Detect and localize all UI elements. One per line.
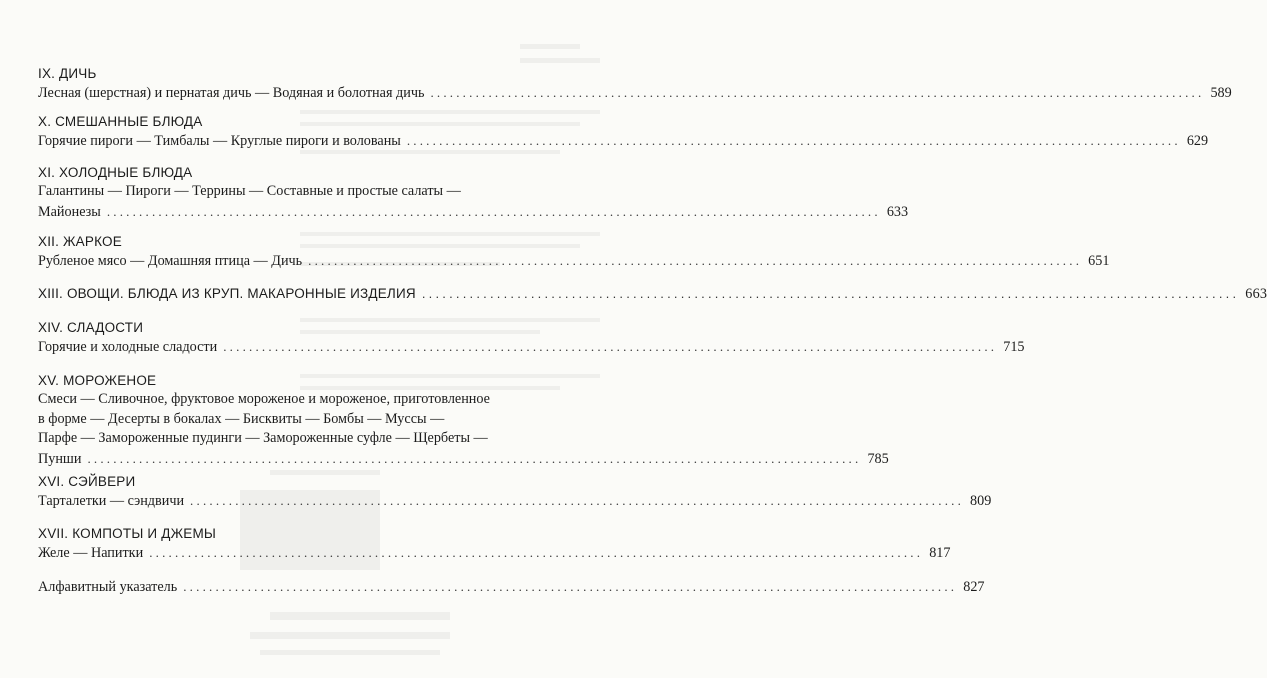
toc-chapter	[38, 319, 1025, 357]
entry-text: Алфавитный указатель	[38, 579, 178, 595]
toc-chapter	[38, 525, 951, 563]
toc-chapter	[38, 372, 889, 468]
toc-chapter	[38, 473, 992, 511]
page-number: 629	[1186, 133, 1209, 149]
page-number: 633	[886, 203, 909, 220]
dot-leader: ........................................................................................................................	[430, 85, 1205, 100]
entry-text: Лесная (шерстная) и пернатая дичь — Водяная и болотная дичь	[38, 85, 425, 101]
toc-entry-line	[38, 83, 1232, 103]
toc-entry-line	[38, 251, 1110, 271]
entry-text: Горячие и холодные сладости	[38, 339, 218, 355]
page-number: 715	[1003, 339, 1025, 355]
page-number: 589	[1210, 85, 1232, 101]
page-number: 663	[1245, 286, 1267, 302]
entry-text: Желе — Напитки	[38, 545, 144, 561]
dot-leader: ........................................................................................................................	[406, 133, 1181, 148]
dot-leader: ........................................................................................................................	[190, 493, 965, 508]
page-number: 817	[929, 545, 951, 561]
page-number: 785	[867, 450, 889, 467]
entry-text: Пунши	[38, 450, 82, 467]
toc-entry-line	[38, 337, 1025, 357]
chapter-title: XVI. СЭЙВЕРИ	[38, 474, 136, 489]
page-number: 651	[1088, 253, 1110, 269]
dot-leader: ........................................................................................................................	[106, 203, 881, 219]
toc-entry-line	[38, 449, 889, 469]
entry-text: Майонезы	[38, 203, 101, 220]
toc-entry-line	[38, 577, 985, 597]
chapter-title: XV. МОРОЖЕНОЕ	[38, 373, 157, 388]
toc-entry-line	[38, 491, 992, 511]
entry-text: Рубленое мясо — Домашняя птица — Дичь	[38, 253, 303, 269]
page-number: 827	[963, 579, 985, 595]
toc-entry-text: Галантины — Пироги — Террины — Составные и простые салаты —	[38, 183, 461, 199]
chapter-title-text: XIII. ОВОЩИ. БЛЮДА ИЗ КРУП. МАКАРОННЫЕ ИЗДЕЛИЯ	[38, 286, 416, 301]
toc-chapter	[38, 113, 1209, 151]
dot-leader: ........................................................................................................................	[421, 286, 1240, 301]
chapter-title: XI. ХОЛОДНЫЕ БЛЮДА	[38, 165, 193, 180]
toc-entry-text: Парфе — Замороженные пудинги — Замороженные суфле — Щербеты —	[38, 430, 488, 446]
toc-entry-line	[38, 131, 1209, 151]
entry-text: Тарталетки — сэндвичи	[38, 493, 185, 509]
toc-chapter	[38, 233, 1110, 271]
chapter-title: XIV. СЛАДОСТИ	[38, 320, 144, 335]
toc-entry-line	[38, 543, 951, 563]
entry-text: Горячие пироги — Тимбалы — Круглые пироги и волованы	[38, 133, 401, 149]
chapter-title: IX. ДИЧЬ	[38, 66, 97, 81]
chapter-title: XII. ЖАРКОЕ	[38, 234, 122, 249]
dot-leader: ........................................................................................................................	[223, 339, 998, 354]
chapter-title: XVII. КОМПОТЫ И ДЖЕМЫ	[38, 526, 217, 541]
toc-chapter	[38, 285, 1267, 303]
toc-chapter	[38, 164, 909, 221]
toc-entry-text: Смеси — Сливочное, фруктовое мороженое и мороженое, приготовленное	[38, 391, 490, 407]
toc-chapter	[38, 577, 985, 597]
dot-leader: ........................................................................................................................	[149, 545, 924, 560]
chapter-title	[38, 285, 1267, 303]
toc-entry-text: в форме — Десерты в бокалах — Бисквиты — Бомбы — Муссы —	[38, 410, 445, 427]
toc-entry-line	[38, 202, 909, 222]
dot-leader: ........................................................................................................................	[87, 450, 862, 466]
page-number: 809	[970, 493, 992, 509]
dot-leader: ........................................................................................................................	[183, 579, 958, 594]
dot-leader: ........................................................................................................................	[308, 253, 1083, 268]
toc-chapter	[38, 65, 1232, 103]
chapter-title: X. СМЕШАННЫЕ БЛЮДА	[38, 114, 203, 129]
